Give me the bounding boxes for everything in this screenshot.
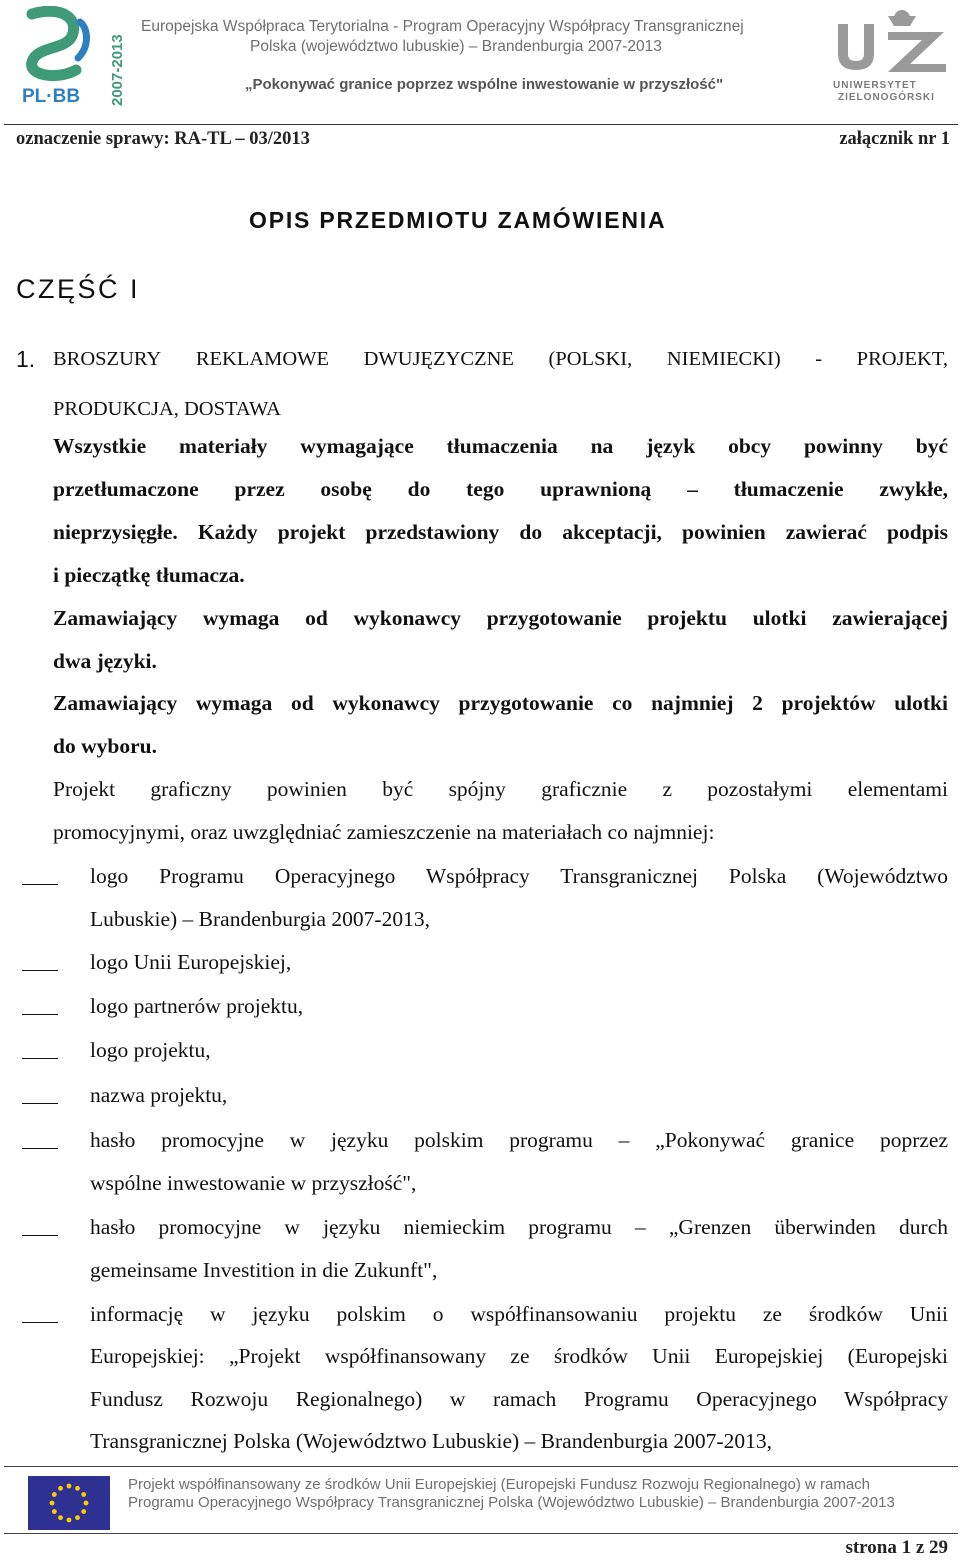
heading-word: REKLAMOWE [195, 348, 330, 370]
heading-word: - [815, 348, 823, 370]
heading-word: (POLSKI, [548, 348, 633, 370]
header-program-line-2: Polska (województwo lubuskie) – Brandenburgia 2007-2013 [250, 38, 662, 55]
heading-word: NIEMIECKI) [666, 348, 781, 370]
list-dash [22, 1014, 58, 1015]
header-program-line-1: Europejska Współpraca Terytorialna - Program Operacyjny Współpracy Transgranicznej [141, 18, 744, 35]
eu-flag-icon [28, 1476, 110, 1530]
plbb-logo-years: 2007-2013 [109, 34, 126, 106]
paragraph-line: Projekt graficzny powinien być spójny graficznie z pozostałymi elementami [53, 777, 948, 801]
list-item-line: Fundusz Rozwoju Regionalnego) w ramach Programu Operacyjnego Współpracy [90, 1387, 948, 1411]
page-number: strona 1 z 29 [845, 1537, 948, 1558]
footer-divider-bottom [4, 1533, 958, 1534]
paragraph-line-part: nieprzysięgłe. [53, 520, 178, 544]
list-item-line: logo partnerów projektu, [90, 994, 304, 1018]
paragraph-line: Wszystkie materiały wymagające tłumaczenia na język obcy powinny być [53, 434, 948, 458]
paragraph-line: Zamawiający wymaga od wykonawcy przygotowanie projektu ulotki zawierającej [53, 606, 948, 630]
list-item-line: hasło promocyjne w języku polskim programu – „Pokonywać granice poprzez [90, 1128, 948, 1152]
list-item-line: gemeinsame Investition in die Zukunft", [90, 1258, 438, 1282]
footer-divider-top [4, 1466, 958, 1467]
part-heading: CZĘŚĆ I [16, 274, 141, 304]
section-heading-line-2: PRODUKCJA, DOSTAWA [53, 398, 281, 420]
list-item-line: informację w języku polskim o współfinansowaniu projektu ze środków Unii [90, 1302, 948, 1326]
header-slogan: „Pokonywać granice poprzez wspólne inwestowanie w przyszłość" [245, 76, 724, 93]
list-item-line: logo Programu Operacyjnego Współpracy Transgranicznej Polska (Województwo [90, 864, 948, 888]
list-item-line: Europejskiej: „Projekt współfinansowany ze środków Unii Europejskiej (Europejski [90, 1344, 948, 1368]
paragraph-line [53, 520, 948, 545]
list-dash [22, 1103, 58, 1104]
heading-word: DWUJĘZYCZNE [363, 348, 514, 370]
paragraph-line: Zamawiający wymaga od wykonawcy przygotowanie co najmniej 2 projektów ulotki [53, 691, 948, 715]
case-reference: oznaczenie sprawy: RA-TL – 03/2013 [16, 129, 310, 149]
section-number: 1. [16, 346, 36, 372]
paragraph-line: dwa języki. [53, 649, 157, 673]
footer-cofinancing-line-1: Projekt współfinansowany ze środków Unii Europejskiej (Europejski Fundusz Rozwoju Regionalnego) w ramach [128, 1476, 871, 1493]
heading-word: PROJEKT, [856, 348, 948, 370]
paragraph-line: promocyjnymi, oraz uwzględniać zamieszczenie na materiałach co najmniej: [53, 820, 715, 844]
list-dash [22, 1235, 58, 1236]
paragraph-line: do wyboru. [53, 734, 157, 758]
university-name-line-1: UNIWERSYTET [833, 80, 917, 91]
list-item-line: Lubuskie) – Brandenburgia 2007-2013, [90, 907, 430, 931]
list-dash [22, 1322, 58, 1323]
annex-number: załącznik nr 1 [839, 129, 950, 149]
list-dash [22, 970, 58, 971]
list-item-line: logo Unii Europejskiej, [90, 950, 292, 974]
footer-cofinancing-line-2: Programu Operacyjnego Współpracy Transgranicznej Polska (Województwo Lubuskie) – Brandenburgia 2007-2013 [128, 1494, 895, 1511]
list-item-line: logo projektu, [90, 1038, 211, 1062]
header-divider [4, 124, 958, 125]
list-item-line: Transgranicznej Polska (Województwo Lubuskie) – Brandenburgia 2007-2013, [90, 1429, 772, 1453]
list-item-line: hasło promocyjne w języku niemieckim programu – „Grenzen überwinden durch [90, 1215, 948, 1239]
paragraph-line: przetłumaczone przez osobę do tego uprawnioną – tłumaczenie zwykłe, [53, 477, 948, 501]
list-item-line: nazwa projektu, [90, 1083, 228, 1107]
list-dash [22, 884, 58, 885]
university-name-line-2: ZIELONOGÓRSKI [838, 92, 935, 103]
list-dash [22, 1058, 58, 1059]
plbb-logo-text: PL·BB [22, 86, 81, 107]
plbb-program-logo [18, 6, 130, 108]
list-item-line: wspólne inwestowanie w przyszłość", [90, 1171, 417, 1195]
section-heading-line-1 [53, 348, 948, 371]
paragraph-line: i pieczątkę tłumacza. [53, 563, 245, 587]
university-logo [832, 6, 956, 106]
paragraph-line-part: Każdy projekt przedstawiony do akceptacji, powinien zawierać podpis [177, 520, 948, 544]
document-title: OPIS PRZEDMIOTU ZAMÓWIENIA [249, 207, 667, 233]
list-dash [22, 1148, 58, 1149]
heading-word: BROSZURY [53, 348, 162, 370]
